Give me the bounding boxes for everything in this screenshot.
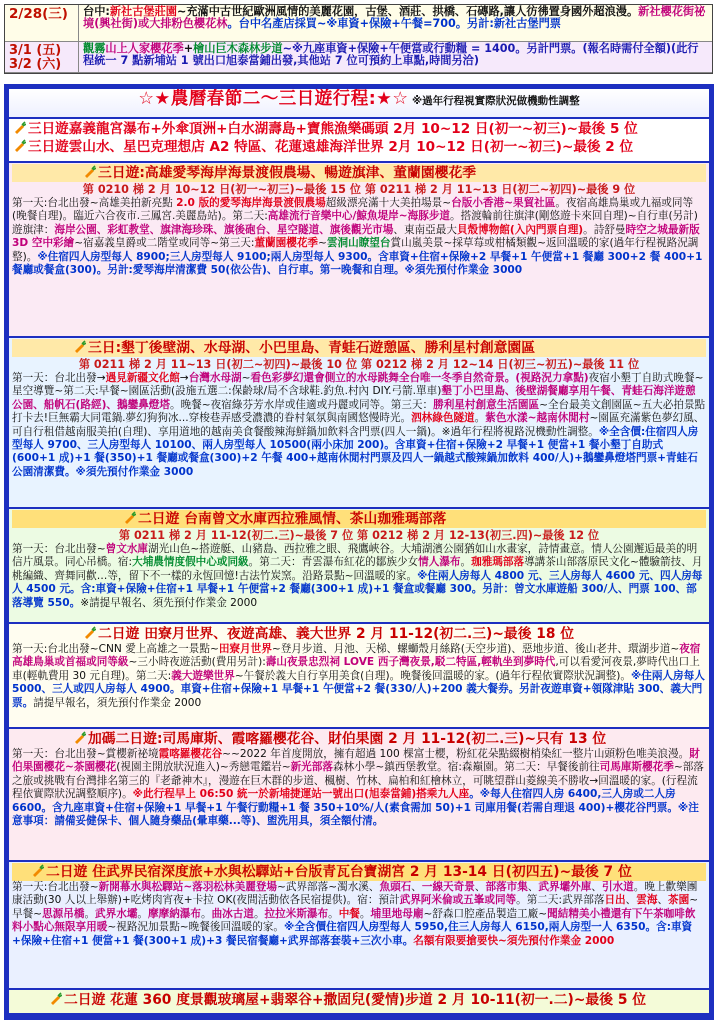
tour-title: 加碼二日遊:司馬庫斯、霞喀羅櫻花谷、財伯果園 2 月 11-12(初二.三)~只有 13 位 [12,730,706,748]
text-run: 。搭渡輪前往旗津(剛悠遊卡來回自理)~自行車(另計)遊旗津： [12,210,698,236]
text-run: ~充滿中古世紀歐洲風情的美麗花園，古堡、酒莊、拱橋、石磚路,讓人彷彿置身國外超浪漫。 [177,5,639,18]
text-run: 新開幕水與松驛站~落羽松林美麗登場 [98,881,277,893]
text-run: 湖光山色~搭遊艇、山豬島、西拉雅之眼、飛鷹峽谷。大埔湖濱公園猶如山水畫家，詩情畫意。情人公園邂逅最美的明信片風景。同心吊橋。宿: [12,543,698,569]
text-run: 、 [625,894,637,907]
tour-description [12,372,706,479]
tour-section-wujie [9,862,709,990]
text-run: 第一天:台北出發~CNN 愛上高雄之一景點~ [12,643,219,655]
text-run: 、東南亞最大 [393,223,457,236]
text-run: 台版小香港~果貿社區 [451,197,556,209]
text-run: 。台中名產店採買~※車資+保險+午餐=700。另計:新社古堡門票 [227,16,561,30]
text-run: 檜山巨木森林步道 [193,42,283,55]
tours-header-title: ☆★農曆春節二～三日遊行程:★☆ [138,89,409,109]
text-run: → [179,372,189,384]
text-run: 董蘭園櫻花季 [254,237,319,250]
tour-section-hualien [9,990,709,1015]
text-run: 。 [137,907,149,920]
tour-dates: 第 0211 梯 2 月 11-12(初二.三)~最後 7 位 第 0212 梯 2 月 12-13(初三.四)~最後 12 位 [118,529,600,542]
tour-1-line-1 [12,120,706,138]
text-run: 高雄流行音樂中心/鯨魚堤岸~海豚步道 [267,210,451,223]
text-run: 聞結精美小禮還有下午茶咖啡飲料小點心無限享用暖 [12,907,696,934]
text-run: 武界壩外庫 [538,881,592,893]
text-run: 。第二天：青雲瀑布紅花的鄒族少女 [248,556,419,569]
text-run: 、 [591,881,602,893]
text-run: 。夜宿高雄鳥巢或九福或同等(晚餐自理)。臨近六合夜市.三鳳宮.美麗島站)。第二天: [12,197,694,223]
top-row-0228 [5,5,712,42]
text-run: 思源吊橋 [42,907,85,920]
text-run: 茶園 [668,894,690,907]
text-run: ~※九座車資+保險+午便當或行動糧 = 1400。另計門票。(報名時需付全額)(此行程統一 7 點新埔站 1 號出口旭泰當鋪出發,其他站 7 位可預約上車點,時間另洽) [83,42,699,67]
text-run: 。晚上歡樂團康活動(30 人以上舉辦)+吃烤肉宵夜+卡拉 OK(夜間活動依各民宿提供)。宿：預計 [12,881,698,907]
text-run: 。 [328,907,339,920]
text-run: ~全台最美文創園區~五大必拍景點打卡去!巨無霸大同電鍋.夢幻狗狗冰...穿梭巷弄感受濃濃的眷村氣氛與南國悠慢時光。 [12,398,706,425]
text-run: 第一天:台北出發~高雄美拍新亮點 [12,197,177,209]
text-run: 森林小學~鎮西堡教堂。宿:森巔園。第二天：早餐後前往 [332,761,600,774]
text-run: 部落市集 [485,881,528,893]
text-run: 、 [527,881,539,893]
text-run: 大埔農情度假中心或同級 [132,556,249,569]
text-run: 台灣水母湖 [188,372,242,384]
tour-description [12,748,706,828]
text-run: 2月 10~12 日(初一~初三)~最後 5 位 [388,121,638,137]
text-run: 拉拉米斯瀑布 [264,907,329,920]
carrot-icon [82,165,96,179]
text-run: 武界水壩 [95,907,138,920]
text-run: 日出 [604,894,626,907]
text-run: 引水道 [601,881,634,893]
text-run: 第一天：台北出發→ [12,372,106,384]
tour-description [12,881,706,948]
text-run: 夜宿高雄鳥巢或首福或同等級 [12,643,701,669]
top-content-0301 [83,43,709,67]
text-run: 第一天：台北出發~賞櫻新祕境 [12,748,159,760]
text-run: 。 [84,907,96,920]
text-run: 新社櫻花街祕境(興社街)或大排粉色櫻花林 [83,5,706,30]
text-run: 賞山嵐美景~採草莓或柑橘類觀~返回溫暖的家(過年行程視路況調整)。 [12,237,699,263]
top-schedule-table [4,4,713,74]
text-run: ~登月步道、月池、天梯、螺螄殼月絲路(天空步道)、惡地步道、後山老井、環湖步道~ [271,643,680,655]
text-run: 新光部落 [290,761,333,774]
text-run: 山上人家櫻花季 [105,42,184,55]
text-run: 超級漂亮滿十大美拍場景~ [325,197,452,209]
text-run: 田寮月世界 [218,643,272,655]
carrot-icon [12,139,26,153]
text-run: ※住兩人房每人 4800 元、三人房每人 4600 元、四人房每人 4500 元。含:車資+保險+住宿+1 早餐+1 午便當+2 餐廳(300+1 成)+1 餐盒或餐廳 300。另計：曾文水庫遊船 300/人、門票 100、部落導覽 550。 [12,569,703,609]
text-run: 觀霧 [83,42,106,55]
text-run: 勝利星村創意生活園區 [433,398,540,411]
text-run: 、 [411,881,422,893]
text-run: 司馬庫斯櫻花季 [599,761,674,774]
text-run: 台中: [83,5,110,18]
text-run: 泗林綠色隧道 [411,412,475,425]
carrot-icon [72,340,86,354]
text-run: 。 [200,907,212,920]
text-run: ~部落之旅或挑戰有台灣排名第三的『老爺神木』，漫遊在巨木群的步道、楓樹、竹林、扁柏和紅檜林立，可眺望群山菱線美不勝收→回溫暖的家。(行程流程依實際狀況調整順序)。 [12,761,704,801]
text-run: 曲冰古道 [211,907,254,920]
tour-title: 二日遊 田寮月世界、夜遊高雄、義大世界 2 月 11-12(初二.三)~最後 18 位 [12,625,706,643]
text-run: 霞喀羅櫻花谷 [158,748,223,760]
text-run: 珈雅瑪部落 [471,556,525,569]
text-run: 時空之城最新版 3D 空中彩繪 [12,223,700,250]
text-run: 第一天：台北出發~ [12,543,106,555]
tour-dates: 第 0210 梯 2 月 10~12 日(初一~初三)~最後 15 位 第 0211 梯 2 月 11~13 日(初二~初四)~最後 9 位 [82,183,636,196]
text-run: ※全含價住宿四人房型每人 5950,住三人房每人 6150,兩人房型一人 6350。含:車資+保險+住宿+1 便當+1 餐(300+1 成)+3 餐民宿餐廳+武界部落套裝+三次小車。 [12,921,693,947]
text-run: ~視路況加景點~晚餐後回溫暖的家。 [107,921,285,934]
text-run: 中餐 [338,907,360,920]
text-run: ~武界部落~濁水溪、 [276,881,380,893]
text-run: 雲海 [636,894,658,907]
carrot-icon [30,864,44,878]
text-run: 。晚餐~夜宿綠芬芳水岸或佳適或丹麗或同等。第三天： [170,398,434,411]
top-date-0228: 2/28(三) [5,5,79,41]
text-run: ~園區充滿紫色夢幻風、可自行租借越南服美拍(自理)、享用道地的越南美食餐酸辣海鮮鍋加飲料含門票(四人一鍋)。※過年行程將視路況機動性調整。 [12,412,705,438]
tour-description [12,643,706,710]
tour-section-1 [9,119,709,163]
text-run: 名額有限要搶要快~須先預付作業金 2000 [413,934,615,947]
text-run: 。詩舒曼 [583,223,626,236]
text-run: 雲洞山瞭望台 [326,237,391,250]
text-run: ~早餐~ [12,894,699,920]
tour-section-smangus [9,729,709,862]
text-run: ~三小時夜遊活動(費用另計): [128,656,266,669]
tours-header-note: ※過年行程視實際狀況做機動性調整 [411,95,580,107]
text-run: 曾文水庫 [105,543,149,555]
text-run: 導講茶山部落原民文化~體驗箭技、月桃編織、齊舞同歡…等，留下不一樣的永恆回憶!古法竹炭窯。沿路景點~回溫暖的家。 [12,556,703,582]
carrot-icon [72,731,86,745]
text-run: ※全含價:住宿四人房型每人 9700、三人房型每人 10100、兩人房型每人 10500(兩小床加 200)。含車資+住宿+保險+2 早餐+1 便當+1 餐小墾丁自助式(600+1 成)+1 餐(350)+1 餐廳或餐盒(300)+2 午餐 400+越南休閒村門票及四人一鍋越式酸辣鍋加飲料 400/人)+鵝鑾鼻燈塔門票+青蛙石公園清潔費。※須先預付作業金 3000 [12,425,699,478]
text-run: 摩摩納瀑布 [148,907,201,920]
tour-section-kaohsiung [9,163,709,338]
tour-title: 二日遊 住武界民宿深度旅+水與松驛站+台版青瓦台寶湖宮 2 月 13-14 日(初四五)~最後 7 位 [12,863,706,881]
text-run: 紫色水漾~越南休閒村 [485,412,590,425]
text-run: (視園主開放狀況進入)~秀戀電鑑岩~ [116,761,291,774]
tour-title: 二日遊 花蓮 360 度景觀玻璃屋+翡翠谷+撒固兒(愛情)步道 2 月 10-11(初一.二)~最後 5 位 [12,991,706,1009]
text-run: 海岸公園、彩虹教堂、旗津海珍珠、旗後砲台、星空隧道、旗後觀光市場 [54,223,394,236]
carrot-icon [82,626,96,640]
text-run: 情人瀑布 [418,556,461,569]
text-run: 。第二天:武界部落 [516,894,605,907]
tour-description [12,197,706,277]
text-run: 。 [253,907,265,920]
text-run: ~~2022 年首度開放，擁有超過 100 棵富士櫻，粉紅花朵點綴樹梢染紅一整片山頭粉色唯美浪漫。 [222,748,690,760]
text-run: ※此行程早上 06:50 統一於新埔捷運站一號出口(旭泰當鋪)搭乘九人座 [132,788,470,801]
text-run: 2月 10~12 日(初一~初三)~最後 2 位 [383,139,634,155]
text-run: 貝殼博物館(入內門票自理) [456,223,584,236]
text-run: 請提早報名，須先預付作業金 2000 [33,696,202,709]
text-run: 壽山夜景忠烈祠 LOVE 西子灣夜景,駁二特區,輕軌坐到夢時代 [265,656,556,669]
top-content-0228 [83,6,709,30]
text-run: 墾丁小巴里島、後壁湖餐廳享用午餐、青蛙石海洋遊憩公園、船帆石(路經)、鵝鑾鼻燈塔 [12,385,696,411]
text-run: 2.0 版的愛琴海岸海景渡假農場 [176,197,326,209]
text-run: ※住宿四人房型每人 8900;三人房型每人 9100;兩人房型每人 9300。含車資+住宿+保險+2 早餐+1 午便當+1 餐廳 300+2 餐 400+1 餐廳或餐盒(300)。另計:愛琴海岸清潔費 50(依公告)、自行車。第一晚餐和自理。※須先預付作業金 3000 [12,250,703,277]
text-run: ~ [241,372,251,384]
text-run: 。 [359,907,371,920]
tour-title: 二日遊 台南曾文水庫西拉雅風情、茶山珈雅瑪部落 [12,510,706,528]
top-date-0301: 3/1 (五) 3/2 (六) [5,42,79,72]
text-run: ※住兩人房每人 5000、三人或四人房每人 4900。車資+住宿+保險+1 早餐+1 午便當+2 餐(330/人)+200 義大餐券。另計夜遊車資+領隊津貼 300、義大門票。 [12,669,705,709]
text-run: ,可以看愛河夜景,夢時代出口上車(輕軌費用 30 元自理)。第二天: [12,656,700,682]
text-run: 財伯果園櫻花~茶園櫻花 [12,748,700,774]
text-run: 新社古堡莊園 [109,5,177,18]
text-run: 。 [474,412,486,425]
tour-1-line-2 [12,138,706,156]
text-run: 夜宿小墾丁自助式晚餐~星空導覽~第二天:早餐~園區活動(設施五選二:保齡球/局不含球鞋.釣魚.村內 DIY.弓箭.單車) [12,372,704,398]
text-run: 。 [460,556,472,569]
lunar-new-year-tours-frame [4,84,714,1020]
text-run: 第一天:台北出發~ [12,881,99,893]
top-row-0301 [5,42,712,73]
text-run: 看色彩夢幻還會側立的水母跳舞全台唯一冬季自然奇景。(視路況力拿點) [250,372,589,384]
text-run: 、 [657,894,669,907]
text-run: 。※每人住宿四人房 6400,三人房或二人房 6600。含九座車資+住宿+保險+1 早餐+1 午餐行動糧+1 餐 350+10%/人(素食需加 50)+1 司庫用餐(若需自理退 400)+櫻花谷門票。※注意事項：請備妥健保卡、個人隨身藥品(暈車藥...等)、盥洗用具，須全額付清。 [12,788,699,828]
tour-dates: 第 0211 梯 2 月 11~13 日(初二~初四)~最後 10 位 第 0212 梯 2 月 12~14 日(初三~初五)~最後 11 位 [78,358,640,371]
text-run: ~ [318,237,327,250]
carrot-icon [12,121,26,135]
text-run: 一線天奇景 [421,881,475,893]
text-run: 遇見新疆文化館 [105,372,180,384]
tour-title: 三日:墾丁後壁湖、水母湖、小巴里島、青蛙石遊憩區、勝利星村創意園區 [12,339,706,357]
tour-section-kenting [9,338,709,509]
text-run: ※請提早報名、須先預付作業金 2000 [80,596,258,609]
text-run: 魚頭石 [379,881,412,893]
text-run: 義大遊樂世界 [171,669,235,682]
tour-title: 三日遊:高雄愛琴海岸海景渡假農場、暢遊旗津、董蘭園櫻花季 [12,164,706,182]
tours-header [9,89,709,119]
text-run: 、 [474,881,486,893]
carrot-icon [122,511,136,525]
tour-section-tianliao [9,624,709,729]
tour-section-tainan [9,509,709,624]
carrot-icon [48,992,62,1006]
text-run: ~宿嘉義皇爵或二階堂或同等~第三天: [74,237,255,250]
text-run: 三日遊雲山水、星巴克理想店 A2 特區、花蓮遠雄海洋世界 [28,139,384,155]
text-run: 三日遊嘉義龍宮瀑布+外傘頂洲+白水湖壽島+寶熊漁樂碼頭 [28,121,389,137]
text-run: 武界阿米倫或五峯或同等 [399,894,517,907]
tour-description [12,543,706,610]
text-run: ~舒森口腔產品製造工廠~ [423,907,548,920]
text-run: ~午餐於義大自行享用美食(自理)。晚餐後回溫暖的家。(過年行程依實際狀況調整)。 [234,669,631,682]
text-run: + [183,42,194,55]
text-run: 埔里地母廟 [370,907,424,920]
